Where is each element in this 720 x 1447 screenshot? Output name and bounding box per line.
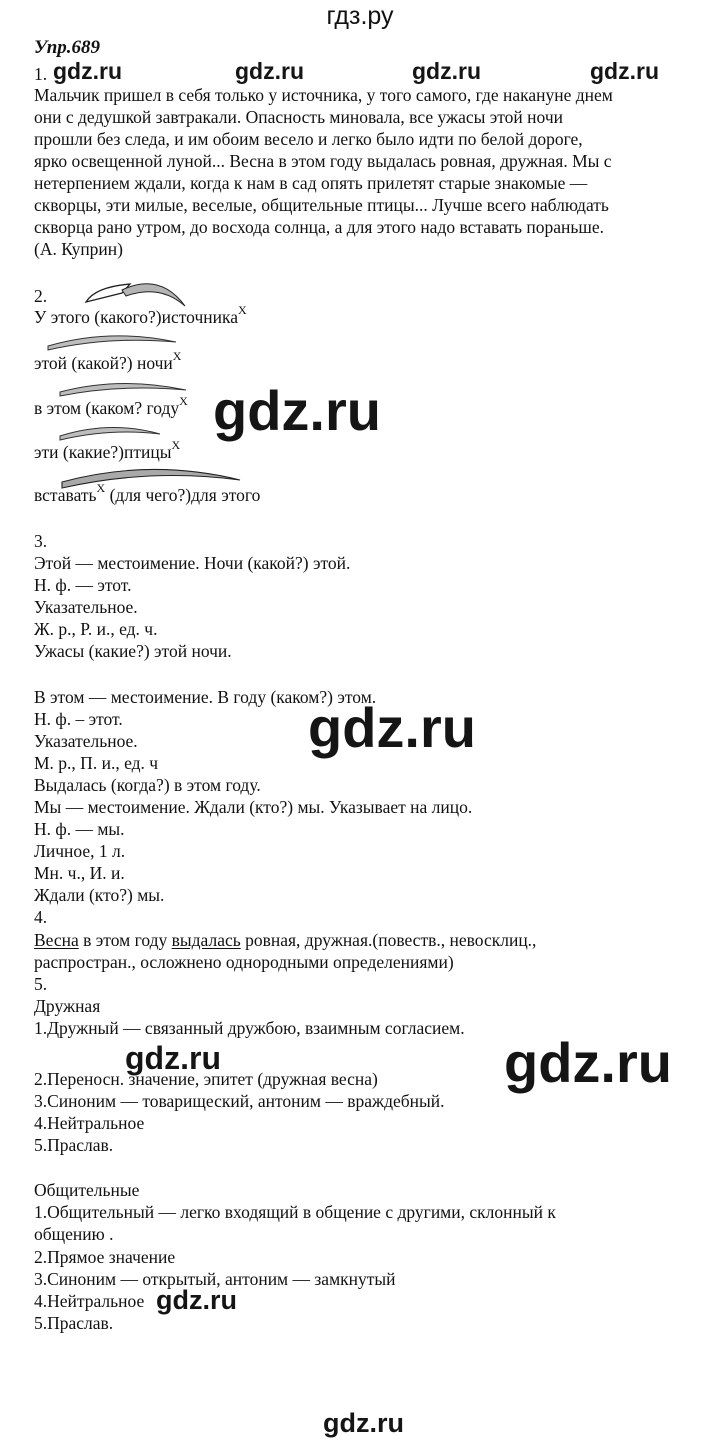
- subject-word: Весна: [34, 930, 79, 950]
- task4-number: 4.: [34, 907, 48, 927]
- task2-phrase: [34, 303, 247, 330]
- sentence-part: в этом году: [78, 930, 172, 950]
- watermark: gdz.ru: [213, 379, 381, 442]
- word2-item: 2.Прямое значение: [34, 1247, 176, 1267]
- word2-item: 1.Общительный — легко входящий в общение с другими, склонный к: [34, 1202, 556, 1222]
- task1-number: 1.: [34, 64, 48, 84]
- word1-item: 4.Нейтральное: [34, 1113, 145, 1133]
- phrase-text: У этого (какого?)источника: [34, 307, 238, 327]
- parse-arc: [122, 284, 185, 306]
- task1-line: Мальчик пришел в себя только у источника, у того самого, где накануне днем: [34, 85, 613, 105]
- head-word-mark: X: [172, 349, 182, 363]
- watermark: gdz.ru: [504, 1031, 672, 1094]
- watermark: gdz.ru: [308, 696, 476, 759]
- task1-line: прошли без следа, и им обоим весело и легко было идти по белой дороге,: [34, 129, 583, 149]
- word2-item: 4.Нейтральное: [34, 1291, 145, 1311]
- task5-number: 5.: [34, 974, 48, 994]
- word1-item: 2.Переносн. значение, эпитет (дружная весна): [34, 1069, 378, 1089]
- task4-sentence: [34, 929, 536, 951]
- task3-line: М. р., П. и., ед. ч: [34, 753, 159, 773]
- site-title: гдз.ру: [326, 2, 394, 30]
- word1-item: 5.Праслав.: [34, 1135, 114, 1155]
- word2-item: 3.Синоним — открытый, антоним — замкнутый: [34, 1269, 396, 1289]
- head-word-mark: X: [96, 481, 106, 495]
- task3-line: Выдалась (когда?) в этом году.: [34, 775, 261, 795]
- task3-line: Личное, 1 л.: [34, 841, 126, 861]
- task3-line: Н. ф. — этот.: [34, 575, 132, 595]
- task2-phrase: [34, 481, 261, 508]
- task1-line: скворца рано утром, до восхода солнца, а для этого надо вставать пораньше.: [34, 217, 604, 237]
- task3-line: Ж. р., Р. и., ед. ч.: [34, 619, 158, 639]
- task3-line: Н. ф. — мы.: [34, 819, 125, 839]
- task1-line: ярко освещенной луной... Весна в этом году выдалась ровная, дружная. Мы с: [34, 151, 612, 171]
- word1-title: Дружная: [34, 996, 101, 1016]
- watermark: gdz.ru: [235, 58, 304, 84]
- task1-line: (А. Куприн): [34, 239, 123, 259]
- watermark: gdz.ru: [53, 58, 122, 84]
- watermark: gdz.ru: [412, 58, 481, 84]
- phrase-text: в этом (каком? году: [34, 398, 180, 418]
- task3-line: Мы — местоимение. Ждали (кто?) мы. Указывает на лицо.: [34, 797, 473, 817]
- phrase-text: этой (какой?) ночи: [34, 353, 173, 373]
- word1-item: 1.Дружный — связанный дружбою, взаимным согласием.: [34, 1018, 465, 1038]
- parse-arc: [60, 383, 186, 396]
- task3-line: Ждали (кто?) мы.: [34, 885, 165, 905]
- watermark: gdz.ru: [590, 58, 659, 84]
- word2-title: Общительные: [34, 1180, 140, 1200]
- head-word-mark: X: [237, 303, 247, 317]
- task4-line: распростран., осложнено однородными определениями): [34, 952, 454, 972]
- word2-item: 5.Праслав.: [34, 1313, 114, 1333]
- task1-line: скворцы, эти милые, веселые, общительные птицы... Лучше всего наблюдать: [34, 195, 609, 215]
- task3-line: Указательное.: [34, 731, 138, 751]
- task3-line: В этом — местоимение. В году (каком?) этом.: [34, 687, 377, 707]
- phrase-text: эти (какие?)птицы: [34, 442, 172, 462]
- task1-line: они с дедушкой завтракали. Опасность миновала, все ужасы этой ночи: [34, 107, 563, 127]
- task2-phrase: [34, 438, 181, 465]
- head-word-mark: X: [171, 438, 181, 452]
- task3-line: Указательное.: [34, 597, 138, 617]
- parse-arc: [48, 336, 176, 350]
- phrase-text: (для чего?)для этого: [105, 485, 261, 505]
- task3-line: Этой — местоимение. Ночи (какой?) этой.: [34, 553, 351, 573]
- watermark: gdz.ru: [156, 1285, 237, 1315]
- word2-item: общению .: [34, 1224, 114, 1244]
- phrase-head: вставать: [34, 485, 97, 505]
- task2-phrase: [34, 394, 188, 421]
- parse-arc: [60, 427, 160, 440]
- task2-phrase: [34, 349, 182, 376]
- task3-line: Мн. ч., И. и.: [34, 863, 125, 883]
- task2-number: 2.: [34, 286, 48, 306]
- head-word-mark: X: [179, 394, 188, 408]
- word1-item: 3.Синоним — товарищеский, антоним — враждебный.: [34, 1091, 445, 1111]
- watermark: gdz.ru: [323, 1408, 404, 1438]
- task3-number: 3.: [34, 531, 48, 551]
- watermark: gdz.ru: [125, 1040, 221, 1076]
- task3-line: Ужасы (какие?) этой ночи.: [34, 641, 232, 661]
- predicate-word: выдалась: [171, 930, 241, 950]
- task1-line: нетерпением ждали, когда к нам в сад опять прилетят старые знакомые —: [34, 173, 588, 193]
- sentence-part: ровная, дружная.(повеств., невосклиц.,: [240, 930, 537, 950]
- exercise-title: Упр.689: [34, 37, 101, 58]
- task3-line: Н. ф. – этот.: [34, 709, 123, 729]
